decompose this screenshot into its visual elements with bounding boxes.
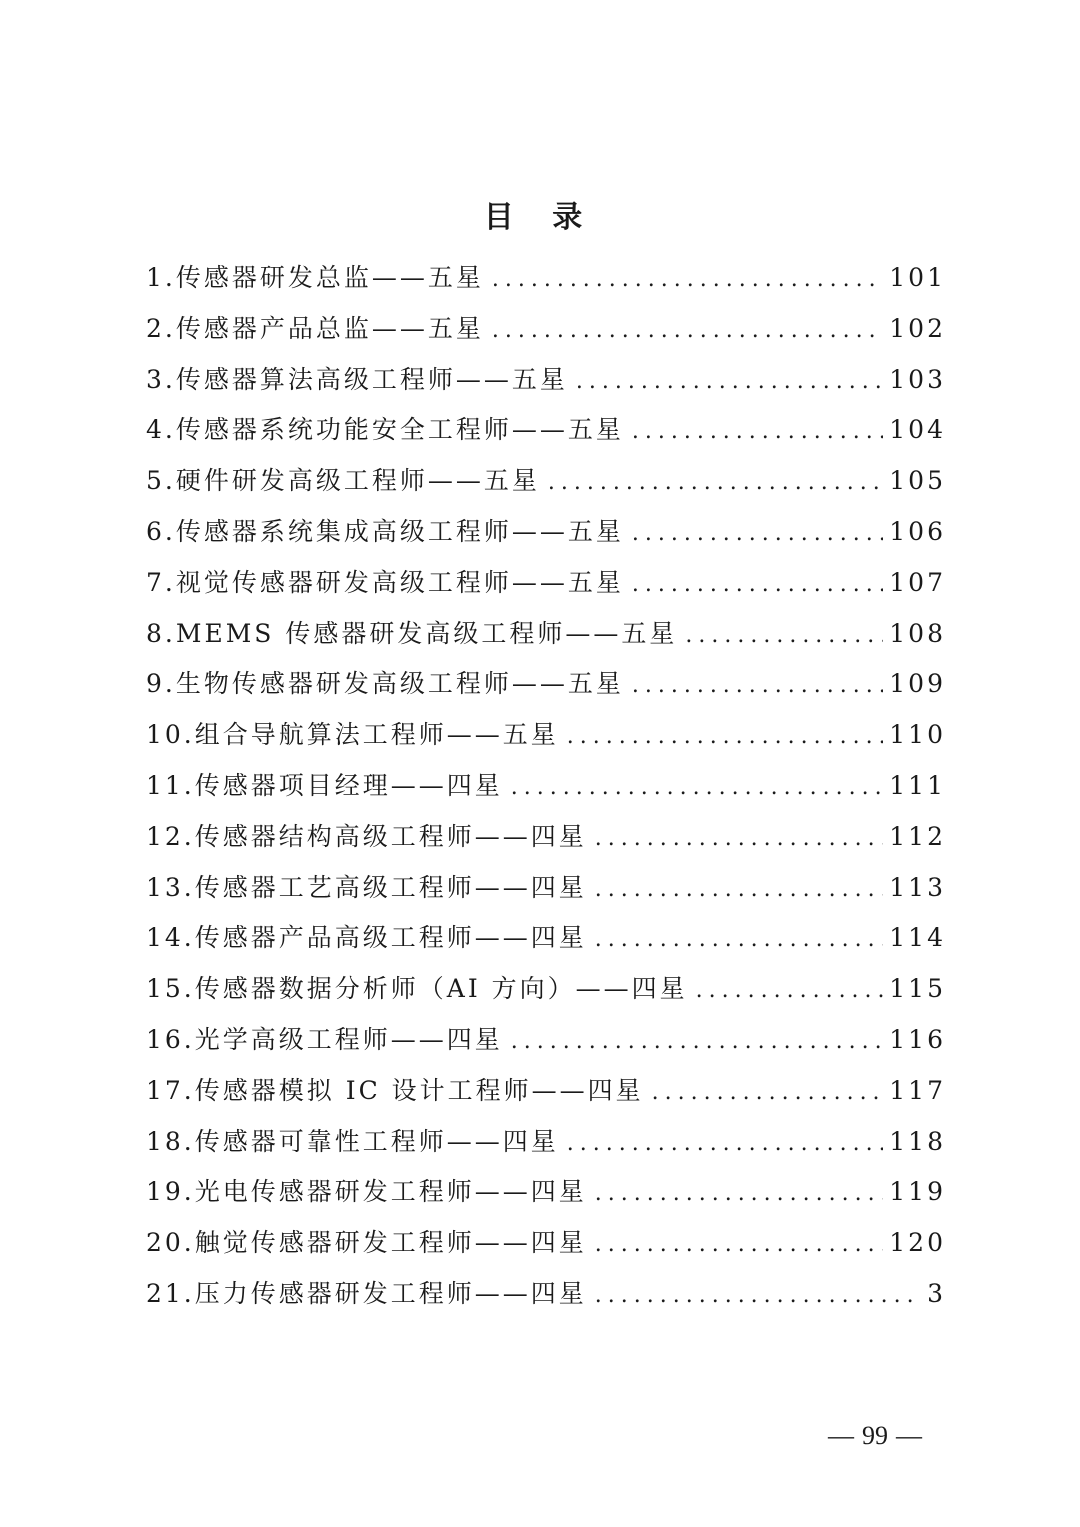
toc-entry-title: 12.传感器结构高级工程师——四星 [146,821,587,851]
toc-entry-title: 11.传感器项目经理——四星 [146,770,503,800]
toc-entry-page: 106 [889,516,946,546]
toc-entry[interactable] [146,1167,946,1218]
toc-entry-title: 16.光学高级工程师——四星 [146,1024,503,1054]
toc-entry-title: 18.传感器可靠性工程师——四星 [146,1126,559,1156]
toc-entry-title: 15.传感器数据分析师（AI 方向）——四星 [146,974,688,1004]
dot-leader [576,357,883,408]
dot-leader [567,712,884,763]
toc-entry[interactable] [146,659,946,710]
toc-entry-page: 3 [927,1278,946,1308]
dot-leader [548,458,883,509]
toc-entry[interactable] [146,812,946,863]
toc-entry[interactable] [146,1117,946,1168]
toc-entry-title: 13.传感器工艺高级工程师——四星 [146,872,587,902]
toc-entry-page: 110 [889,720,946,750]
dot-leader [595,865,884,916]
toc-entry-page: 107 [889,567,946,597]
toc-entry-page: 105 [889,466,946,496]
table-of-contents [146,253,946,1320]
toc-entry-title: 2.传感器产品总监——五星 [146,313,484,343]
dot-leader [696,966,884,1017]
toc-entry-page: 114 [889,923,946,953]
dot-leader [595,915,884,966]
toc-entry-title: 17.传感器模拟 IC 设计工程师——四星 [146,1075,644,1105]
page-number: 99 [862,1421,888,1450]
toc-entry-title: 19.光电传感器研发工程师——四星 [146,1177,587,1207]
dot-leader [511,763,884,814]
toc-entry[interactable] [146,507,946,558]
toc-entry-page: 111 [889,770,946,800]
toc-entry[interactable] [146,863,946,914]
toc-entry[interactable] [146,456,946,507]
toc-entry-page: 108 [889,618,946,648]
toc-entry[interactable] [146,609,946,660]
footer-dash-right: — [896,1421,922,1450]
dot-leader [595,1220,884,1271]
toc-entry[interactable] [146,253,946,304]
page-title: 目 录 [483,200,597,235]
toc-entry-page: 113 [889,872,946,902]
toc-entry-page: 115 [889,974,946,1004]
dot-leader [632,560,883,611]
toc-entry-page: 104 [889,415,946,445]
toc-entry-page: 112 [889,821,946,851]
toc-entry-title: 20.触觉传感器研发工程师——四星 [146,1228,587,1258]
toc-entry[interactable] [146,1066,946,1117]
toc-entry-page: 116 [889,1024,946,1054]
footer-dash-left: — [828,1421,854,1450]
dot-leader [567,1119,884,1170]
toc-entry-page: 120 [889,1228,946,1258]
dot-leader [595,1169,884,1220]
toc-entry-title: 5.硬件研发高级工程师——五星 [146,466,540,496]
dot-leader [632,661,883,712]
toc-entry[interactable] [146,304,946,355]
toc-entry-page: 101 [889,263,946,292]
toc-entry-page: 109 [889,669,946,699]
toc-entry-title: 3.传感器算法高级工程师——五星 [146,364,568,394]
toc-entry-title: 14.传感器产品高级工程师——四星 [146,923,587,953]
toc-entry-page: 117 [889,1075,946,1105]
dot-leader [492,255,883,306]
toc-entry-page: 118 [889,1126,946,1156]
toc-entry-title: 8.MEMS 传感器研发高级工程师——五星 [146,618,678,648]
toc-entry-title: 10.组合导航算法工程师——五星 [146,720,559,750]
toc-entry-title: 4.传感器系统功能安全工程师——五星 [146,415,624,445]
dot-leader [652,1068,884,1119]
toc-entry[interactable] [146,964,946,1015]
toc-entry[interactable] [146,355,946,406]
toc-entry[interactable] [146,1269,946,1320]
dot-leader [595,1271,921,1322]
dot-leader [492,306,883,357]
toc-entry[interactable] [146,1218,946,1269]
toc-entry-page: 119 [889,1177,946,1207]
dot-leader [595,814,884,865]
toc-entry-title: 9.生物传感器研发高级工程师——五星 [146,669,624,699]
toc-entry[interactable] [146,913,946,964]
toc-entry[interactable] [146,1015,946,1066]
page-footer [820,1418,930,1454]
dot-leader [685,611,883,662]
toc-entry-title: 1.传感器研发总监——五星 [146,263,484,292]
toc-entry[interactable] [146,558,946,609]
toc-entry-title: 7.视觉传感器研发高级工程师——五星 [146,567,624,597]
dot-leader [632,509,883,560]
toc-entry-page: 103 [889,364,946,394]
toc-entry[interactable] [146,405,946,456]
toc-entry[interactable] [146,710,946,761]
toc-entry-title: 6.传感器系统集成高级工程师——五星 [146,516,624,546]
dot-leader [511,1017,884,1068]
toc-entry-page: 102 [889,313,946,343]
toc-entry-title: 21.压力传感器研发工程师——四星 [146,1278,587,1308]
toc-entry[interactable] [146,761,946,812]
dot-leader [632,407,883,458]
